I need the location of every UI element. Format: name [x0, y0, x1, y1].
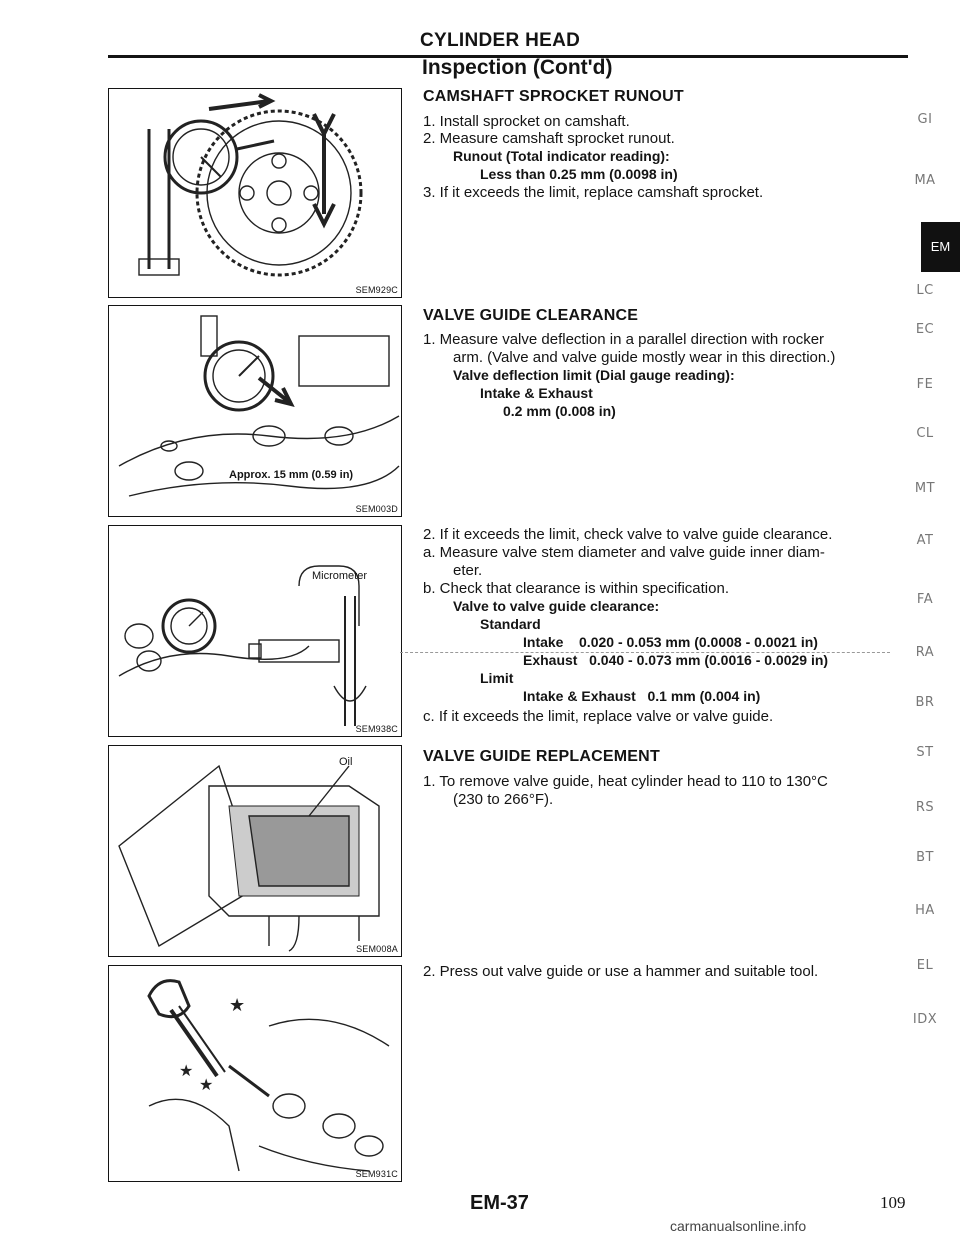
step-measure-stem-2: eter. [453, 562, 483, 579]
spec-deflection-value: 0.2 mm (0.008 in) [503, 403, 616, 419]
hammer-illustration [109, 966, 401, 1181]
figure-micrometer [108, 525, 402, 737]
spec-deflection-label: Valve deflection limit (Dial gauge reading): [453, 367, 735, 383]
side-tab-em-active[interactable]: EM [921, 222, 960, 272]
callout-micrometer: Micrometer [312, 570, 368, 582]
step-press-out: 2. Press out valve guide or use a hammer and suitable tool. [423, 963, 819, 980]
side-tab-bt[interactable]: BT [916, 850, 934, 865]
heading-valve-guide-replacement: VALVE GUIDE REPLACEMENT [423, 748, 660, 765]
side-tab-fa[interactable]: FA [916, 592, 934, 607]
side-tab-st[interactable]: ST [916, 745, 934, 760]
heading-valve-guide-clearance: VALVE GUIDE CLEARANCE [423, 307, 639, 324]
spec-exhaust: Exhaust 0.040 - 0.073 mm (0.0016 - 0.0029 in) [523, 652, 829, 668]
step-replace: 3. If it exceeds the limit, replace camshaft sprocket. [423, 184, 764, 201]
side-tab-fe[interactable]: FE [916, 377, 934, 392]
figure-press-out [108, 965, 402, 1182]
callout-oil: Oil [339, 756, 353, 768]
step-check-clearance: 2. If it exceeds the limit, check valve to valve guide clearance. [423, 526, 833, 543]
side-tab-el[interactable]: EL [916, 958, 934, 973]
page-number: 109 [880, 1193, 906, 1212]
spec-clearance-label: Valve to valve guide clearance: [453, 598, 660, 614]
step-deflection-2: arm. (Valve and valve guide mostly wear in this direction.) [453, 349, 836, 366]
spec-runout-value: Less than 0.25 mm (0.0098 in) [480, 166, 678, 182]
side-tab-rs[interactable]: RS [915, 800, 935, 815]
section-title: CYLINDER HEAD [420, 30, 581, 51]
heading-sprocket-runout: CAMSHAFT SPROCKET RUNOUT [423, 88, 684, 105]
watermark: carmanualsonline.info [670, 1218, 807, 1234]
side-tab-lc[interactable]: LC [916, 283, 934, 298]
svg-text:★: ★ [199, 1077, 214, 1094]
step-heat-head-1: 1. To remove valve guide, heat cylinder head to 110 to 130°C [423, 773, 828, 790]
figure-code: SEM931C [355, 1169, 398, 1179]
step-replace-guide: c. If it exceeds the limit, replace valve or valve guide. [423, 708, 774, 725]
spec-intake: Intake 0.020 - 0.053 mm (0.0008 - 0.0021 in) [523, 634, 818, 650]
valve-deflection-illustration [109, 306, 401, 516]
side-tab-ma[interactable]: MA [914, 173, 936, 188]
figure-oil-heating [108, 745, 402, 957]
spec-deflection-both: Intake & Exhaust [480, 385, 593, 401]
oil-bath-illustration [109, 746, 401, 956]
step-heat-head-2: (230 to 266°F). [453, 791, 554, 808]
side-tab-gi[interactable]: GI [917, 112, 933, 127]
step-install: 1. Install sprocket on camshaft. [423, 113, 630, 130]
section-page-code: EM-37 [470, 1192, 529, 1214]
sprocket-illustration [109, 89, 401, 297]
side-tab-ec[interactable]: EC [915, 322, 935, 337]
svg-text:★: ★ [179, 1063, 194, 1080]
spec-runout-label: Runout (Total indicator reading): [453, 148, 670, 164]
spec-standard: Standard [480, 616, 541, 632]
side-tab-br[interactable]: BR [915, 695, 935, 710]
spec-limit: Limit [480, 670, 514, 686]
spec-limit-value: Intake & Exhaust 0.1 mm (0.004 in) [523, 688, 761, 704]
side-tab-at[interactable]: AT [916, 533, 934, 548]
figure-code: SEM938C [355, 724, 398, 734]
micrometer-illustration [109, 526, 401, 736]
page-subtitle: Inspection (Cont'd) [422, 56, 613, 79]
side-tab-ra[interactable]: RA [915, 645, 935, 660]
figure-code: SEM929C [355, 285, 398, 295]
figure-code: SEM003D [355, 504, 398, 514]
step-within-spec: b. Check that clearance is within specification. [423, 580, 729, 597]
svg-text:★: ★ [229, 995, 246, 1015]
side-tab-cl[interactable]: CL [916, 426, 934, 441]
step-measure-stem-1: a. Measure valve stem diameter and valve guide inner diam- [423, 544, 825, 561]
step-measure: 2. Measure camshaft sprocket runout. [423, 130, 675, 147]
callout-approx: Approx. 15 mm (0.59 in) [229, 469, 354, 481]
side-tab-ha[interactable]: HA [915, 903, 935, 918]
side-tab-mt[interactable]: MT [914, 481, 936, 496]
figure-code: SEM008A [356, 944, 398, 954]
step-deflection-1: 1. Measure valve deflection in a parallel direction with rocker [423, 331, 825, 348]
figure-valve-deflection [108, 305, 402, 517]
figure-sprocket-runout [108, 88, 402, 298]
side-tab-idx[interactable]: IDX [912, 1012, 938, 1027]
